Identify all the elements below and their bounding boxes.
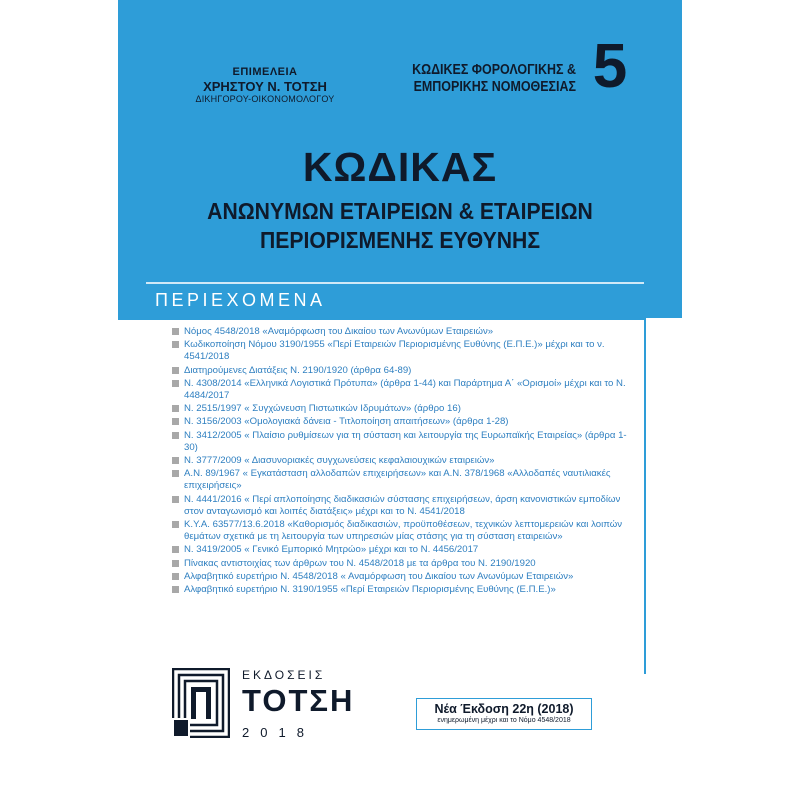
square-bullet-icon: [172, 496, 179, 503]
publisher-label: ΕΚΔΟΣΕΙΣ: [242, 668, 326, 682]
contents-list-item: [172, 558, 634, 570]
book-subtitle: [141, 197, 660, 255]
contents-list-item: [172, 378, 634, 402]
contents-item-text: Ν. 3156/2003 «Ομολογιακά δάνεια - Τιτλοποίηση απαιτήσεων» (άρθρα 1-28): [184, 416, 509, 428]
contents-item-text: Αλφαβητικό ευρετήριο Ν. 3190/1955 «Περί Εταιρειών Περιορισμένης Ευθύνης (Ε.Π.Ε.)»: [184, 584, 556, 596]
square-bullet-icon: [172, 367, 179, 374]
book-title: ΚΩΔΙΚΑΣ: [302, 144, 498, 190]
publisher-logo-icon: [172, 668, 230, 738]
contents-list-item: [172, 416, 634, 428]
cover-header-band: [118, 0, 682, 318]
contents-item-text: Πίνακας αντιστοιχίας των άρθρων του Ν. 4548/2018 με τα άρθρα του Ν. 2190/1920: [184, 557, 536, 569]
series-title-line1: ΚΩΔΙΚΕΣ ΦΟΡΟΛΟΓΙΚΗΣ &: [412, 62, 576, 78]
contents-list-item: [172, 494, 634, 518]
contents-item-text: Ν. 4441/2016 « Περί απλοποίησης διαδικασιών σύστασης επιχειρήσεων, άρση κανονιστικών εμποδίων στον ανταγωνισμό και λοιπές διατάξεις» μέχρι και το Ν. 4541/2018: [184, 493, 621, 517]
series-title: [404, 62, 576, 96]
contents-item-text: Νόμος 4548/2018 «Αναμόρφωση του Δικαίου των Ανωνύμων Εταιρειών»: [184, 326, 494, 337]
contents-list-item: [172, 468, 634, 492]
book-subtitle-line2: ΠΕΡΙΟΡΙΣΜΕΝΗΣ ΕΥΘΥΝΗΣ: [259, 227, 541, 253]
series-number: 5: [592, 32, 628, 101]
edition-box: [416, 698, 592, 730]
square-bullet-icon: [172, 418, 179, 425]
contents-list-item: [172, 339, 634, 363]
publisher-year: 2018: [242, 725, 315, 740]
square-bullet-icon: [172, 560, 179, 567]
book-cover: [118, 0, 682, 800]
book-subtitle-line1: ΑΝΩΝΥΜΩΝ ΕΤΑΙΡΕΙΩΝ & ΕΤΑΙΡΕΙΩΝ: [207, 198, 593, 224]
contents-list-item: [172, 519, 634, 543]
contents-list-item: [172, 403, 634, 415]
square-bullet-icon: [172, 470, 179, 477]
edition-note: ενημερωμένη μέχρι και το Νόμο 4548/2018: [437, 717, 571, 724]
contents-item-text: Κ.Υ.Α. 63577/13.6.2018 «Καθορισμός διαδικασιών, προϋποθέσεων, τεχνικών λεπτομερειών και λοιπών θεμάτων σχετικά με τη λειτουργία των υπηρεσιών μίας στάσης για τη σύσταση εταιρειών»: [184, 519, 622, 543]
contents-list-item: [172, 584, 634, 596]
contents-list-item: [172, 455, 634, 467]
square-bullet-icon: [172, 341, 179, 348]
square-bullet-icon: [172, 521, 179, 528]
editor-label: ΕΠΙΜΕΛΕΙΑ: [232, 66, 298, 78]
square-bullet-icon: [172, 328, 179, 335]
edition-title: Νέα Έκδοση 22η (2018): [434, 702, 574, 716]
contents-list-item: [172, 365, 634, 377]
square-bullet-icon: [172, 573, 179, 580]
contents-list-item: [172, 571, 634, 583]
contents-list: [172, 326, 634, 597]
contents-frame-divider: [118, 318, 646, 320]
editor-block: [190, 66, 340, 104]
contents-item-text: Ν. 3419/2005 « Γενικό Εμπορικό Μητρώο» μέχρι και το Ν. 4456/2017: [184, 544, 479, 556]
contents-list-item: [172, 326, 634, 338]
contents-item-text: Αλφαβητικό ευρετήριο Ν. 4548/2018 « Αναμόρφωση του Δικαίου των Ανωνύμων Εταιρειών»: [184, 570, 574, 582]
contents-list-item: [172, 430, 634, 454]
contents-item-text: Α.Ν. 89/1967 « Εγκατάσταση αλλοδαπών επιχειρήσεων» και Α.Ν. 378/1968 «Αλλοδαπές ναυτιλιακές επιχειρήσεις»: [184, 468, 611, 492]
editor-role: ΔΙΚΗΓΟΡΟΥ-ΟΙΚΟΝΟΜΟΛΟΓΟΥ: [195, 94, 335, 104]
contents-item-text: Ν. 3777/2009 « Διασυνοριακές συγχωνεύσεις κεφαλαιουχικών εταιρειών»: [184, 455, 495, 467]
publisher-name: ΤΟΤΣΗ: [242, 683, 355, 718]
contents-item-text: Ν. 3412/2005 « Πλαίσιο ρυθμίσεων για τη σύσταση και λειτουργία της Ευρωπαϊκής Εταιρείας» (άρθρα 1-30): [184, 429, 627, 453]
square-bullet-icon: [172, 432, 179, 439]
contents-item-text: Διατηρούμενες Διατάξεις Ν. 2190/1920 (άρθρα 64-89): [184, 364, 412, 376]
contents-list-item: [172, 544, 634, 556]
square-bullet-icon: [172, 546, 179, 553]
contents-frame-right: [644, 282, 646, 674]
contents-item-text: Κωδικοποίηση Νόμου 3190/1955 «Περί Εταιρειών Περιορισμένης Ευθύνης (Ε.Π.Ε.)» μέχρι και το ν. 4541/2018: [184, 339, 605, 363]
square-bullet-icon: [172, 457, 179, 464]
square-bullet-icon: [172, 380, 179, 387]
series-title-line2: ΕΜΠΟΡΙΚΗΣ ΝΟΜΟΘΕΣΙΑΣ: [413, 79, 576, 95]
square-bullet-icon: [172, 405, 179, 412]
contents-item-text: Ν. 2515/1997 « Συγχώνευση Πιστωτικών Ιδρυμάτων» (άρθρο 16): [184, 403, 461, 415]
contents-item-text: Ν. 4308/2014 «Ελληνικά Λογιστικά Πρότυπα» (άρθρα 1-44) και Παράρτημα Α΄ «Ορισμοί» μέχρι και το Ν. 4484/2017: [184, 377, 626, 402]
editor-name: ΧΡΗΣΤΟΥ Ν. ΤΟΤΣΗ: [203, 79, 327, 94]
square-bullet-icon: [172, 586, 179, 593]
contents-frame-top: [146, 282, 646, 284]
contents-heading: ΠΕΡΙΕΧΟΜΕΝΑ: [155, 290, 326, 310]
